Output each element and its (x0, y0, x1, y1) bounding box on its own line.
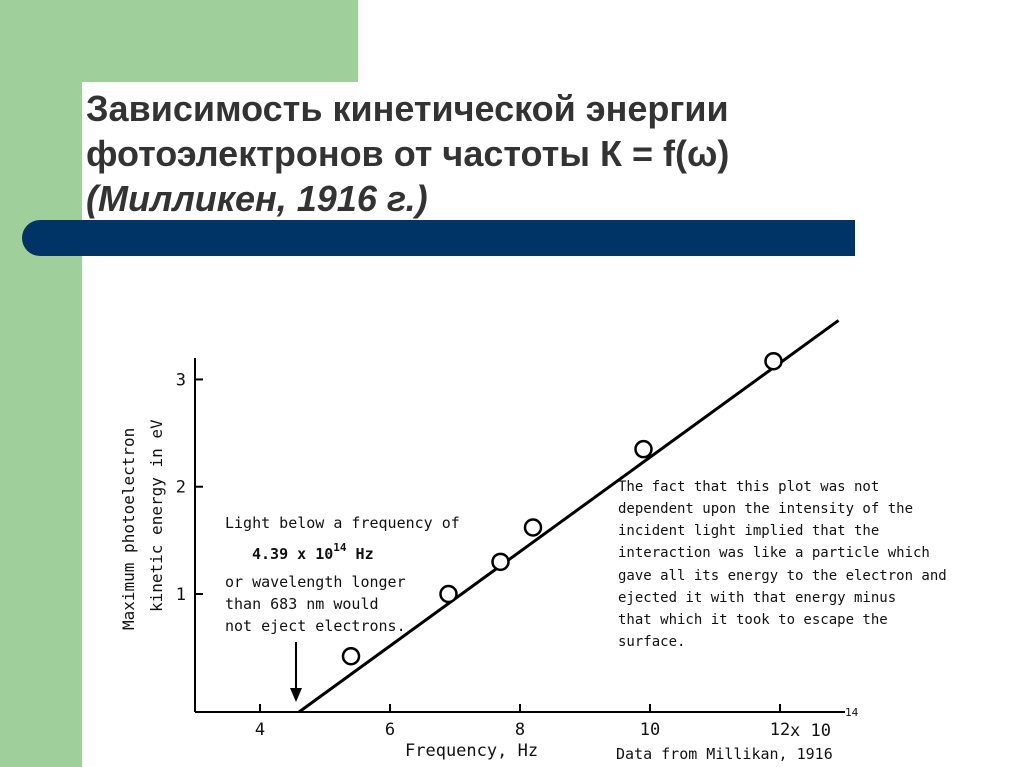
data-point (441, 586, 457, 602)
y-axis-label-line-1: Maximum photoelectron (119, 427, 138, 630)
arrow-head-icon (290, 688, 302, 702)
title-line-1: Зависимость кинетической энергии (86, 88, 729, 129)
annotation-left-line-1: Light below a frequency of (225, 514, 460, 532)
annotation-left-line-3: or wavelength longer (225, 573, 406, 591)
data-point (525, 519, 541, 535)
y-axis-label-line-2: kinetic energy in eV (147, 419, 166, 612)
annotation-right-line-7: that which it took to escape the (618, 612, 888, 628)
threshold-annotation (225, 514, 460, 635)
title-line-2: фотоэлектронов от частоты К = f(ω) (86, 133, 730, 174)
y-tick-label: 2 (175, 477, 186, 498)
threshold-arrow (290, 642, 302, 702)
threshold-exponent: 14 (333, 541, 347, 554)
data-point (343, 648, 359, 664)
x-multiplier-label: x 10 (790, 721, 831, 741)
x-tick-label: 6 (384, 720, 396, 740)
x-ticks (255, 704, 790, 740)
y-ticks (176, 370, 203, 605)
annotation-left-line-2 (252, 541, 374, 563)
explanation-annotation (618, 479, 947, 650)
x-tick-label: 10 (639, 720, 661, 740)
y-tick-label: 1 (175, 585, 186, 605)
source-note: Data from Millikan, 1916 (616, 745, 833, 763)
annotation-left-line-5: not eject electrons. (225, 617, 406, 635)
x-tick-label: 8 (514, 720, 526, 740)
x-multiplier-exponent: 14 (845, 706, 859, 719)
x-tick-label: 12 (769, 720, 791, 740)
threshold-unit: Hz (346, 545, 374, 563)
annotation-right-line-5: gave all its energy to the electron and (618, 568, 947, 584)
data-point (766, 353, 782, 369)
x-tick-label: 4 (254, 720, 266, 740)
annotation-right-line-1: The fact that this plot was not (618, 479, 880, 495)
annotation-right-line-8: surface. (618, 634, 686, 650)
y-tick-label: 3 (175, 370, 186, 391)
x-axis-label: Frequency, Hz (405, 741, 539, 761)
data-point (636, 441, 652, 457)
annotation-right-line-4: interaction was like a particle which (618, 545, 930, 561)
annotation-right-line-3: incident light implied that the (618, 523, 880, 539)
annotation-right-line-2: dependent upon the intensity of the (618, 501, 914, 517)
threshold-value: 4.39 x 10 (252, 545, 334, 563)
title-line-3: (Милликен, 1916 г.) (86, 178, 428, 219)
annotation-right-line-6: ejected it with that energy minus (618, 590, 897, 606)
data-point (493, 554, 509, 570)
annotation-left-line-4: than 683 nm would (225, 595, 379, 613)
